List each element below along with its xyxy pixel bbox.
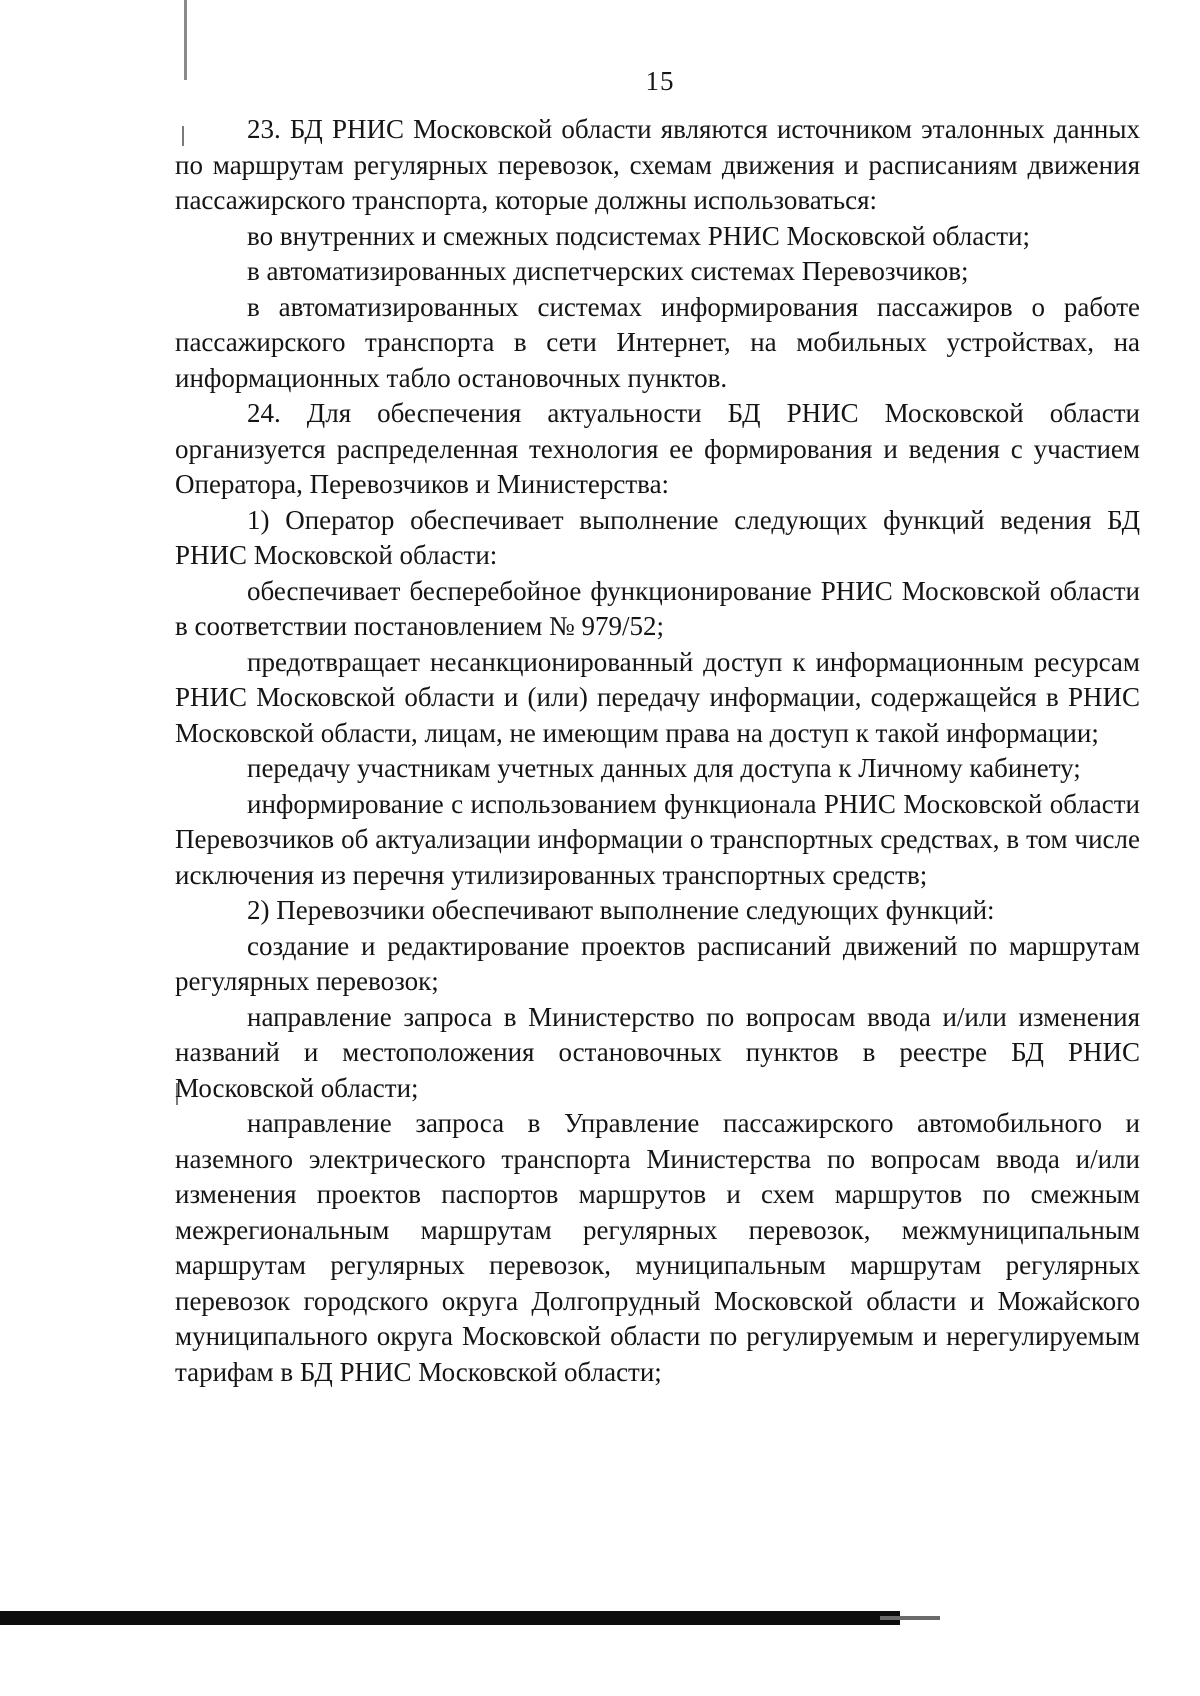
paragraph: информирование с использованием функционала РНИС Московской области Перевозчиков об актуализации информации о транспортных средствах, в том числе исключения из перечня утилизированных транспортных средств; bbox=[175, 788, 1140, 890]
page-number: 15 bbox=[645, 66, 675, 96]
paragraph: передачу участникам учетных данных для доступа к Личному кабинету; bbox=[247, 753, 1081, 783]
scan-bottom-border-tail bbox=[880, 1616, 940, 1620]
paragraph: предотвращает несанкционированный доступ к информационным ресурсам РНИС Московской области и (или) передачу информации, содержащейся в РНИС Московской области, лицам, не имеющим права на доступ к такой информации; bbox=[175, 646, 1140, 748]
paragraph: 1) Оператор обеспечивает выполнение следующих функций ведения БД РНИС Московской области: bbox=[175, 504, 1140, 570]
paragraph: в автоматизированных диспетчерских системах Перевозчиков; bbox=[247, 256, 969, 286]
paragraph: во внутренних и смежных подсистемах РНИС Московской области; bbox=[247, 220, 1030, 251]
paragraph: создание и редактирование проектов расписаний движений по маршрутам регулярных перевозок; bbox=[175, 930, 1140, 996]
paragraph: 24. Для обеспечения актуальности БД РНИС Московской области организуется распределенная технология ее формирования и ведения с участием Оператора, Перевозчиков и Министерства: bbox=[175, 398, 1140, 499]
paragraph: направление запроса в Управление пассажирского автомобильного и наземного электрического транспорта Министерства по вопросам ввода и/или изменения проектов паспортов маршрутов и схем маршрутов по смежным межрегиональным маршрутам регулярных перевозок, межмуниципальным маршрутам регулярных перевозок, муниципальным маршрутам регулярных перевозок городского округа Долгопрудный Московской области и Можайского муниципального округа Московской области по регулируемым и нерегулируемым тарифам в БД РНИС Московской области; bbox=[175, 1108, 1140, 1387]
paragraph: направление запроса в Министерство по вопросам ввода и/или изменения названий и местоположения остановочных пунктов в реестре БД РНИС Московской области; bbox=[175, 1001, 1140, 1103]
paragraph: в автоматизированных системах информирования пассажиров о работе пассажирского транспорта в сети Интернет, на мобильных устройствах, на информационных табло остановочных пунктов. bbox=[175, 291, 1140, 393]
document-body bbox=[175, 112, 1140, 1390]
paragraph: 2) Перевозчики обеспечивают выполнение следующих функций: bbox=[247, 895, 995, 925]
scan-bottom-border bbox=[0, 1611, 900, 1625]
paragraph: 23. БД РНИС Московской области являются источником эталонных данных по маршрутам регулярных перевозок, схемам движения и расписаниям движения пассажирского транспорта, которые должны использоваться: bbox=[175, 114, 1140, 215]
paragraph: обеспечивает бесперебойное функционирование РНИС Московской области в соответствии постановлением № 979/52; bbox=[175, 575, 1140, 641]
